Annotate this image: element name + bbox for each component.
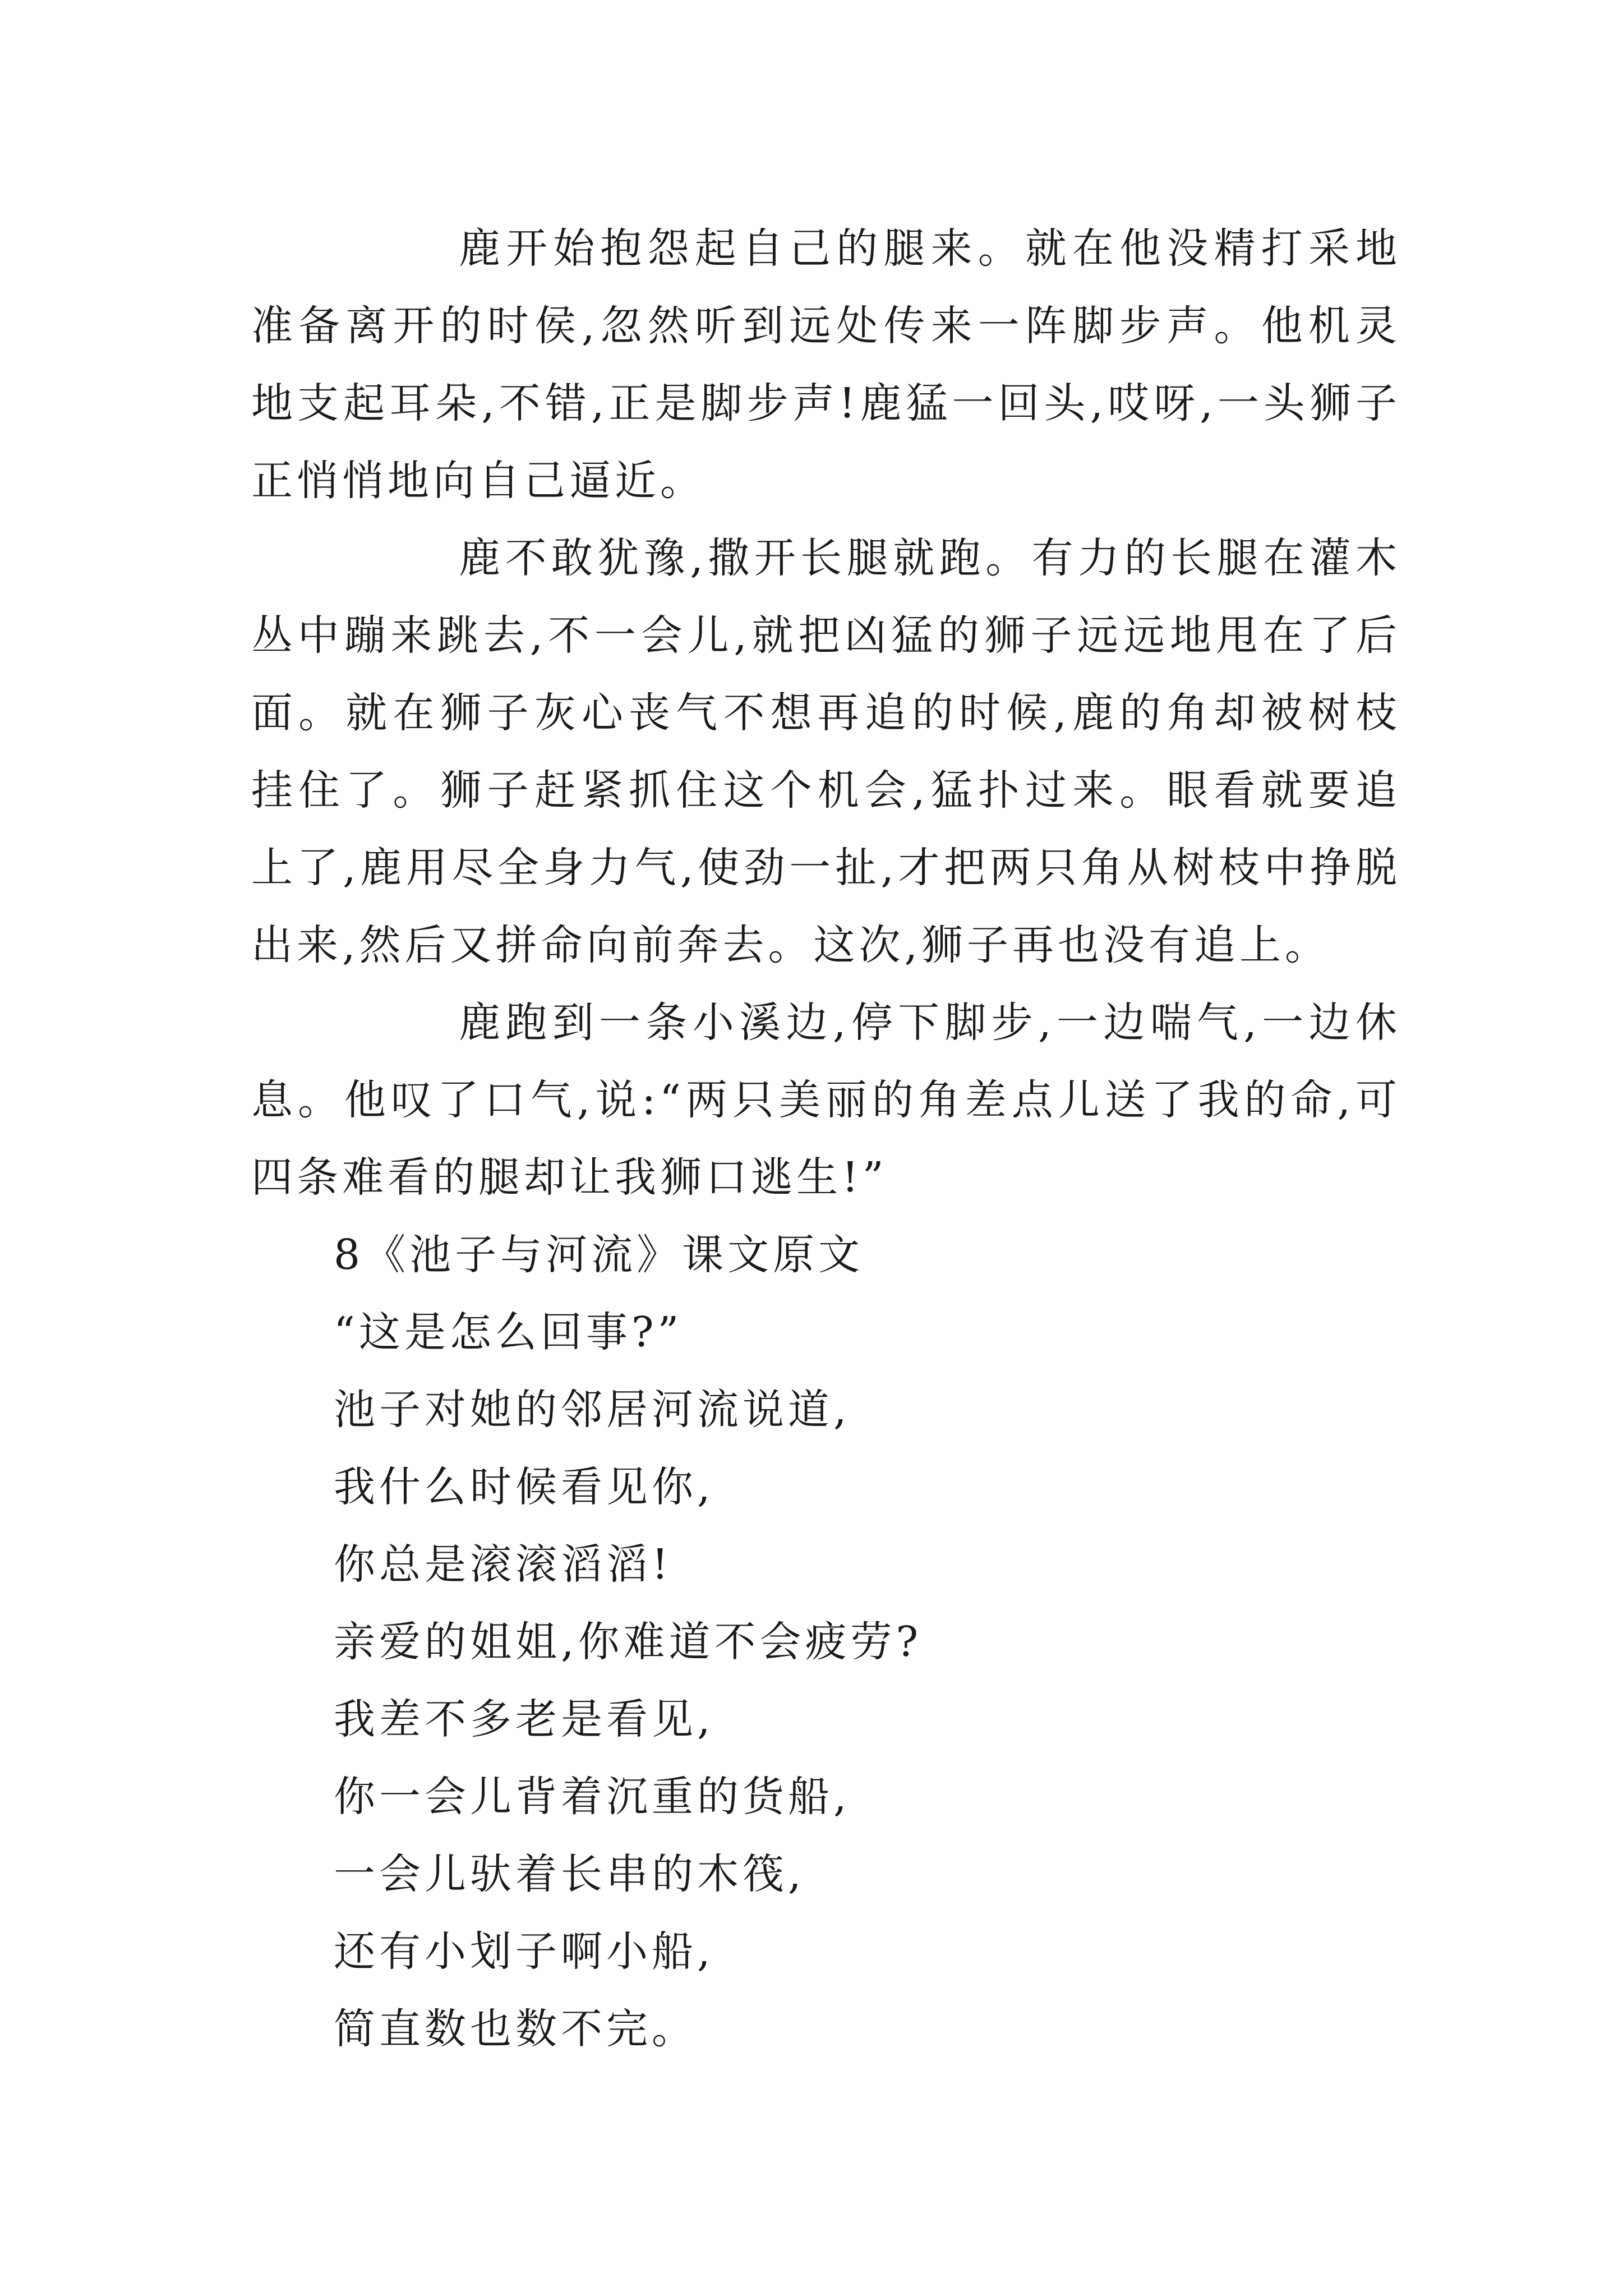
- poem-line-10: 简直数也数不完。: [334, 2005, 697, 2053]
- body-paragraph-2: 鹿不敢犹豫,撒开长腿就跑。有力的长腿在灌木丛中蹦来跳去,不一会儿,就把凶猛的狮子远远地甩在了后面。就在狮子灰心丧气不想再追的时候,鹿的角却被树枝挂住了。狮子赶紧抓住这个机会,猛扑过来。眼看就要追上了,鹿用尽全身力气,使劲一扯,才把两只角从树枝中挣脱出来,然后又拼命向前奔去。这次,狮子再也没有追上。: [251, 534, 1401, 969]
- poem-line-7: 你一会儿背着沉重的货船,: [334, 1773, 851, 1821]
- poem-section: [334, 1216, 922, 2068]
- poem-line-4: 你总是滚滚滔滔!: [334, 1540, 672, 1589]
- poem-line-9: 还有小划子啊小船,: [334, 1927, 714, 1976]
- section-heading: 8《池子与河流》课文原文: [334, 1231, 864, 1279]
- poem-line-5: 亲爱的姐姐,你难道不会疲劳?: [334, 1618, 923, 1666]
- poem-line-2: 池子对她的邻居河流说道,: [334, 1386, 851, 1434]
- poem-line-3: 我什么时候看见你,: [334, 1463, 714, 1511]
- body-paragraph-3: 鹿跑到一条小溪边,停下脚步,一边喘气,一边休息。他叹了口气,说:“两只美丽的角差点儿送了我的命,可四条难看的腿却让我狮口逃生!”: [251, 999, 1401, 1202]
- poem-line-1: “这是怎么回事?”: [334, 1308, 683, 1356]
- body-paragraph-1: 鹿开始抱怨起自己的腿来。就在他没精打采地准备离开的时侯,忽然听到远处传来一阵脚步声。他机灵地支起耳朵,不错,正是脚步声!鹿猛一回头,哎呀,一头狮子正悄悄地向自己逼近。: [251, 224, 1401, 505]
- poem-line-8: 一会儿驮着长串的木筏,: [334, 1850, 805, 1898]
- poem-line-6: 我差不多老是看见,: [334, 1695, 714, 1743]
